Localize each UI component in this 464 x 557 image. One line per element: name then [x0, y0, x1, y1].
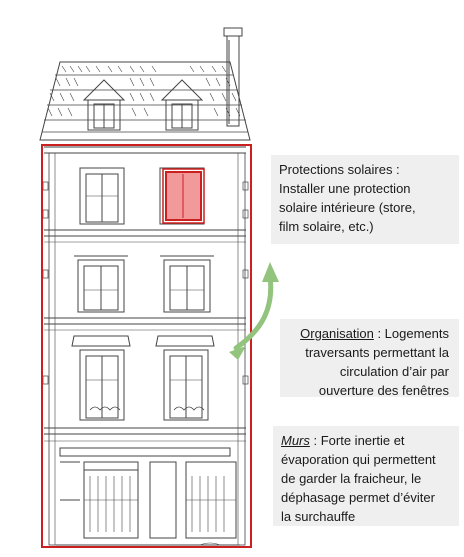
callout-walls-heading	[281, 431, 451, 450]
callout-walls-keyword: Murs	[281, 433, 310, 448]
callout-solar-line: Installer une protection	[279, 181, 411, 196]
callout-solar-line: solaire intérieure (store,	[279, 200, 416, 215]
callout-walls-line: évaporation qui permettent	[281, 452, 436, 467]
callout-solar-line: film solaire, etc.)	[279, 219, 374, 234]
callout-walls-line: déphasage permet d’éviter	[281, 490, 435, 505]
callout-organisation	[280, 319, 459, 397]
callout-walls-line: de garder la fraicheur, le	[281, 471, 422, 486]
windows-third-floor	[74, 256, 214, 312]
callout-organisation-suffix: : Logements	[373, 326, 449, 341]
callout-walls	[273, 426, 459, 526]
windows-second-floor	[72, 336, 214, 420]
mansard-roof	[40, 62, 250, 140]
callout-organisation-line: ouverture des fenêtres	[318, 383, 449, 398]
chimney	[224, 28, 242, 126]
callout-walls-suffix: : Forte inertie et	[309, 433, 405, 448]
ground-floor-shopfront	[60, 448, 236, 538]
airflow-arrow	[229, 262, 279, 360]
callout-organisation-line: traversants permettant la	[305, 345, 449, 360]
callout-organisation-keyword: Organisation	[300, 326, 374, 341]
callout-walls-line: la surchauffe	[281, 509, 356, 524]
callout-organisation-heading	[288, 324, 449, 343]
callout-solar-title: Protections solaires :	[279, 162, 400, 177]
callout-solar-protection	[271, 155, 459, 244]
callout-organisation-line: circulation d’air par	[339, 364, 449, 379]
